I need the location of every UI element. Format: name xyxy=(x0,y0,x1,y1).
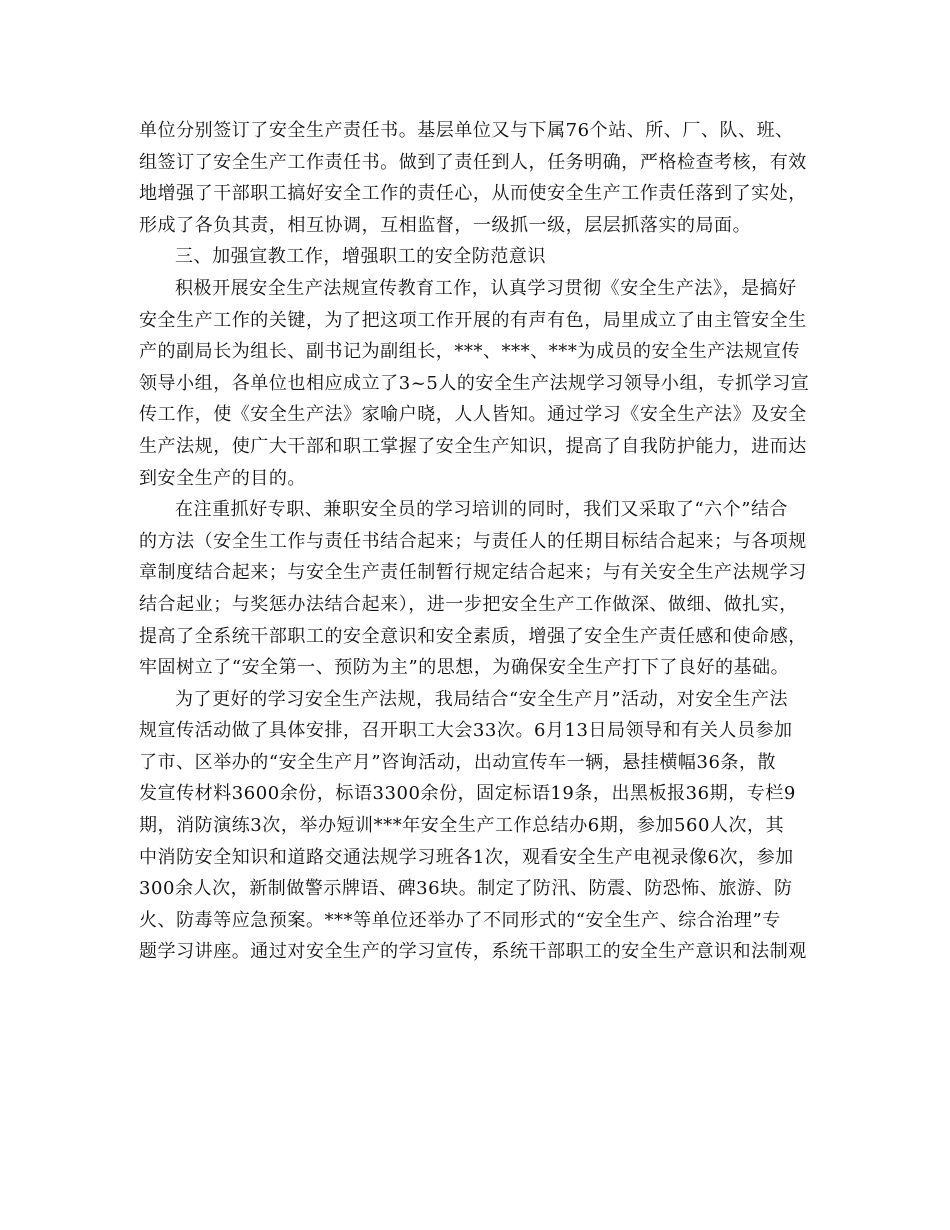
text-line: 结合起业；与奖惩办法结合起来），进一步把安全生产工作做深、做细、做扎实， xyxy=(139,593,798,615)
text-line: 形成了各负其责，相互协调，互相监督，一级抓一级，层层抓落实的局面。 xyxy=(139,214,752,236)
text-line: 发宣传材料3600余份，标语3300余份，固定标语19条，出黑板报36期，专栏9 xyxy=(139,783,796,805)
section-heading: 三、加强宣教工作，增强职工的安全防范意识 xyxy=(175,246,546,268)
text-line: 中消防安全知识和道路交通法规学习班各1次，观看安全生产电视录像6次，参加 xyxy=(139,846,794,868)
text-line: 组签订了安全生产工作责任书。做到了责任到人，任务明确，严格检查考核，有效 xyxy=(139,151,807,173)
text-line: 产的副局长为组长、副书记为副组长，***、***、***为成员的安全生产法规宣传 xyxy=(139,341,800,363)
text-line: 安全生产工作的关键，为了把这项工作开展的有声有色，局里成立了由主管安全生 xyxy=(139,309,807,331)
text-line: 生产法规，使广大干部和职工掌握了安全生产知识，提高了自我防护能力，进而达 xyxy=(139,435,807,457)
text-line: 题学习讲座。通过对安全生产的学习宣传，系统干部职工的安全生产意识和法制观 xyxy=(139,941,807,963)
text-line: 传工作，使《安全生产法》家喻户晓，人人皆知。通过学习《安全生产法》及安全 xyxy=(139,404,807,426)
text-line: 章制度结合起来；与安全生产责任制暂行规定结合起来；与有关安全生产法规学习 xyxy=(139,562,807,584)
text-line: 300余人次，新制做警示牌语、碑36块。制定了防汛、防震、防恐怖、旅游、防 xyxy=(139,878,793,900)
text-line: 期，消防演练3次，举办短训***年安全生产工作总结办6期，参加560人次，其 xyxy=(139,815,785,837)
text-line: 在注重抓好专职、兼职安全员的学习培训的同时，我们又采取了“六个”结合 xyxy=(175,499,789,521)
text-line: 提高了全系统干部职工的安全意识和安全素质，增强了安全生产责任感和使命感， xyxy=(139,625,807,647)
text-line: 领导小组，各单位也相应成立了3~5人的安全生产法规学习领导小组，专抓学习宣 xyxy=(139,372,810,394)
text-line: 了市、区举办的“安全生产月”咨询活动，出动宣传车一辆，悬挂横幅36条，散 xyxy=(139,751,777,773)
text-line: 的方法（安全生工作与责任书结合起来；与责任人的任期目标结合起来；与各项规 xyxy=(139,530,807,552)
body-text xyxy=(139,115,813,968)
text-line: 积极开展安全生产法规宣传教育工作，认真学习贯彻《安全生产法》，是搞好 xyxy=(175,277,797,299)
text-line: 规宣传活动做了具体安排，召开职工大会33次。6月13日局领导和有关人员参加 xyxy=(139,720,793,742)
text-line: 火、防毒等应急预案。***等单位还举办了不同形式的“安全生产、综合治理”专 xyxy=(139,909,781,931)
text-line: 到安全生产的目的。 xyxy=(139,467,306,489)
text-line: 牢固树立了“安全第一、预防为主”的思想，为确保安全生产打下了良好的基础。 xyxy=(139,657,790,679)
text-line: 地增强了干部职工搞好安全工作的责任心，从而使安全生产工作责任落到了实处， xyxy=(139,183,807,205)
text-line: 单位分别签订了安全生产责任书。基层单位又与下属76个站、所、厂、队、班、 xyxy=(139,120,794,141)
text-line: 为了更好的学习安全生产法规，我局结合“安全生产月”活动，对安全生产法 xyxy=(175,688,789,710)
